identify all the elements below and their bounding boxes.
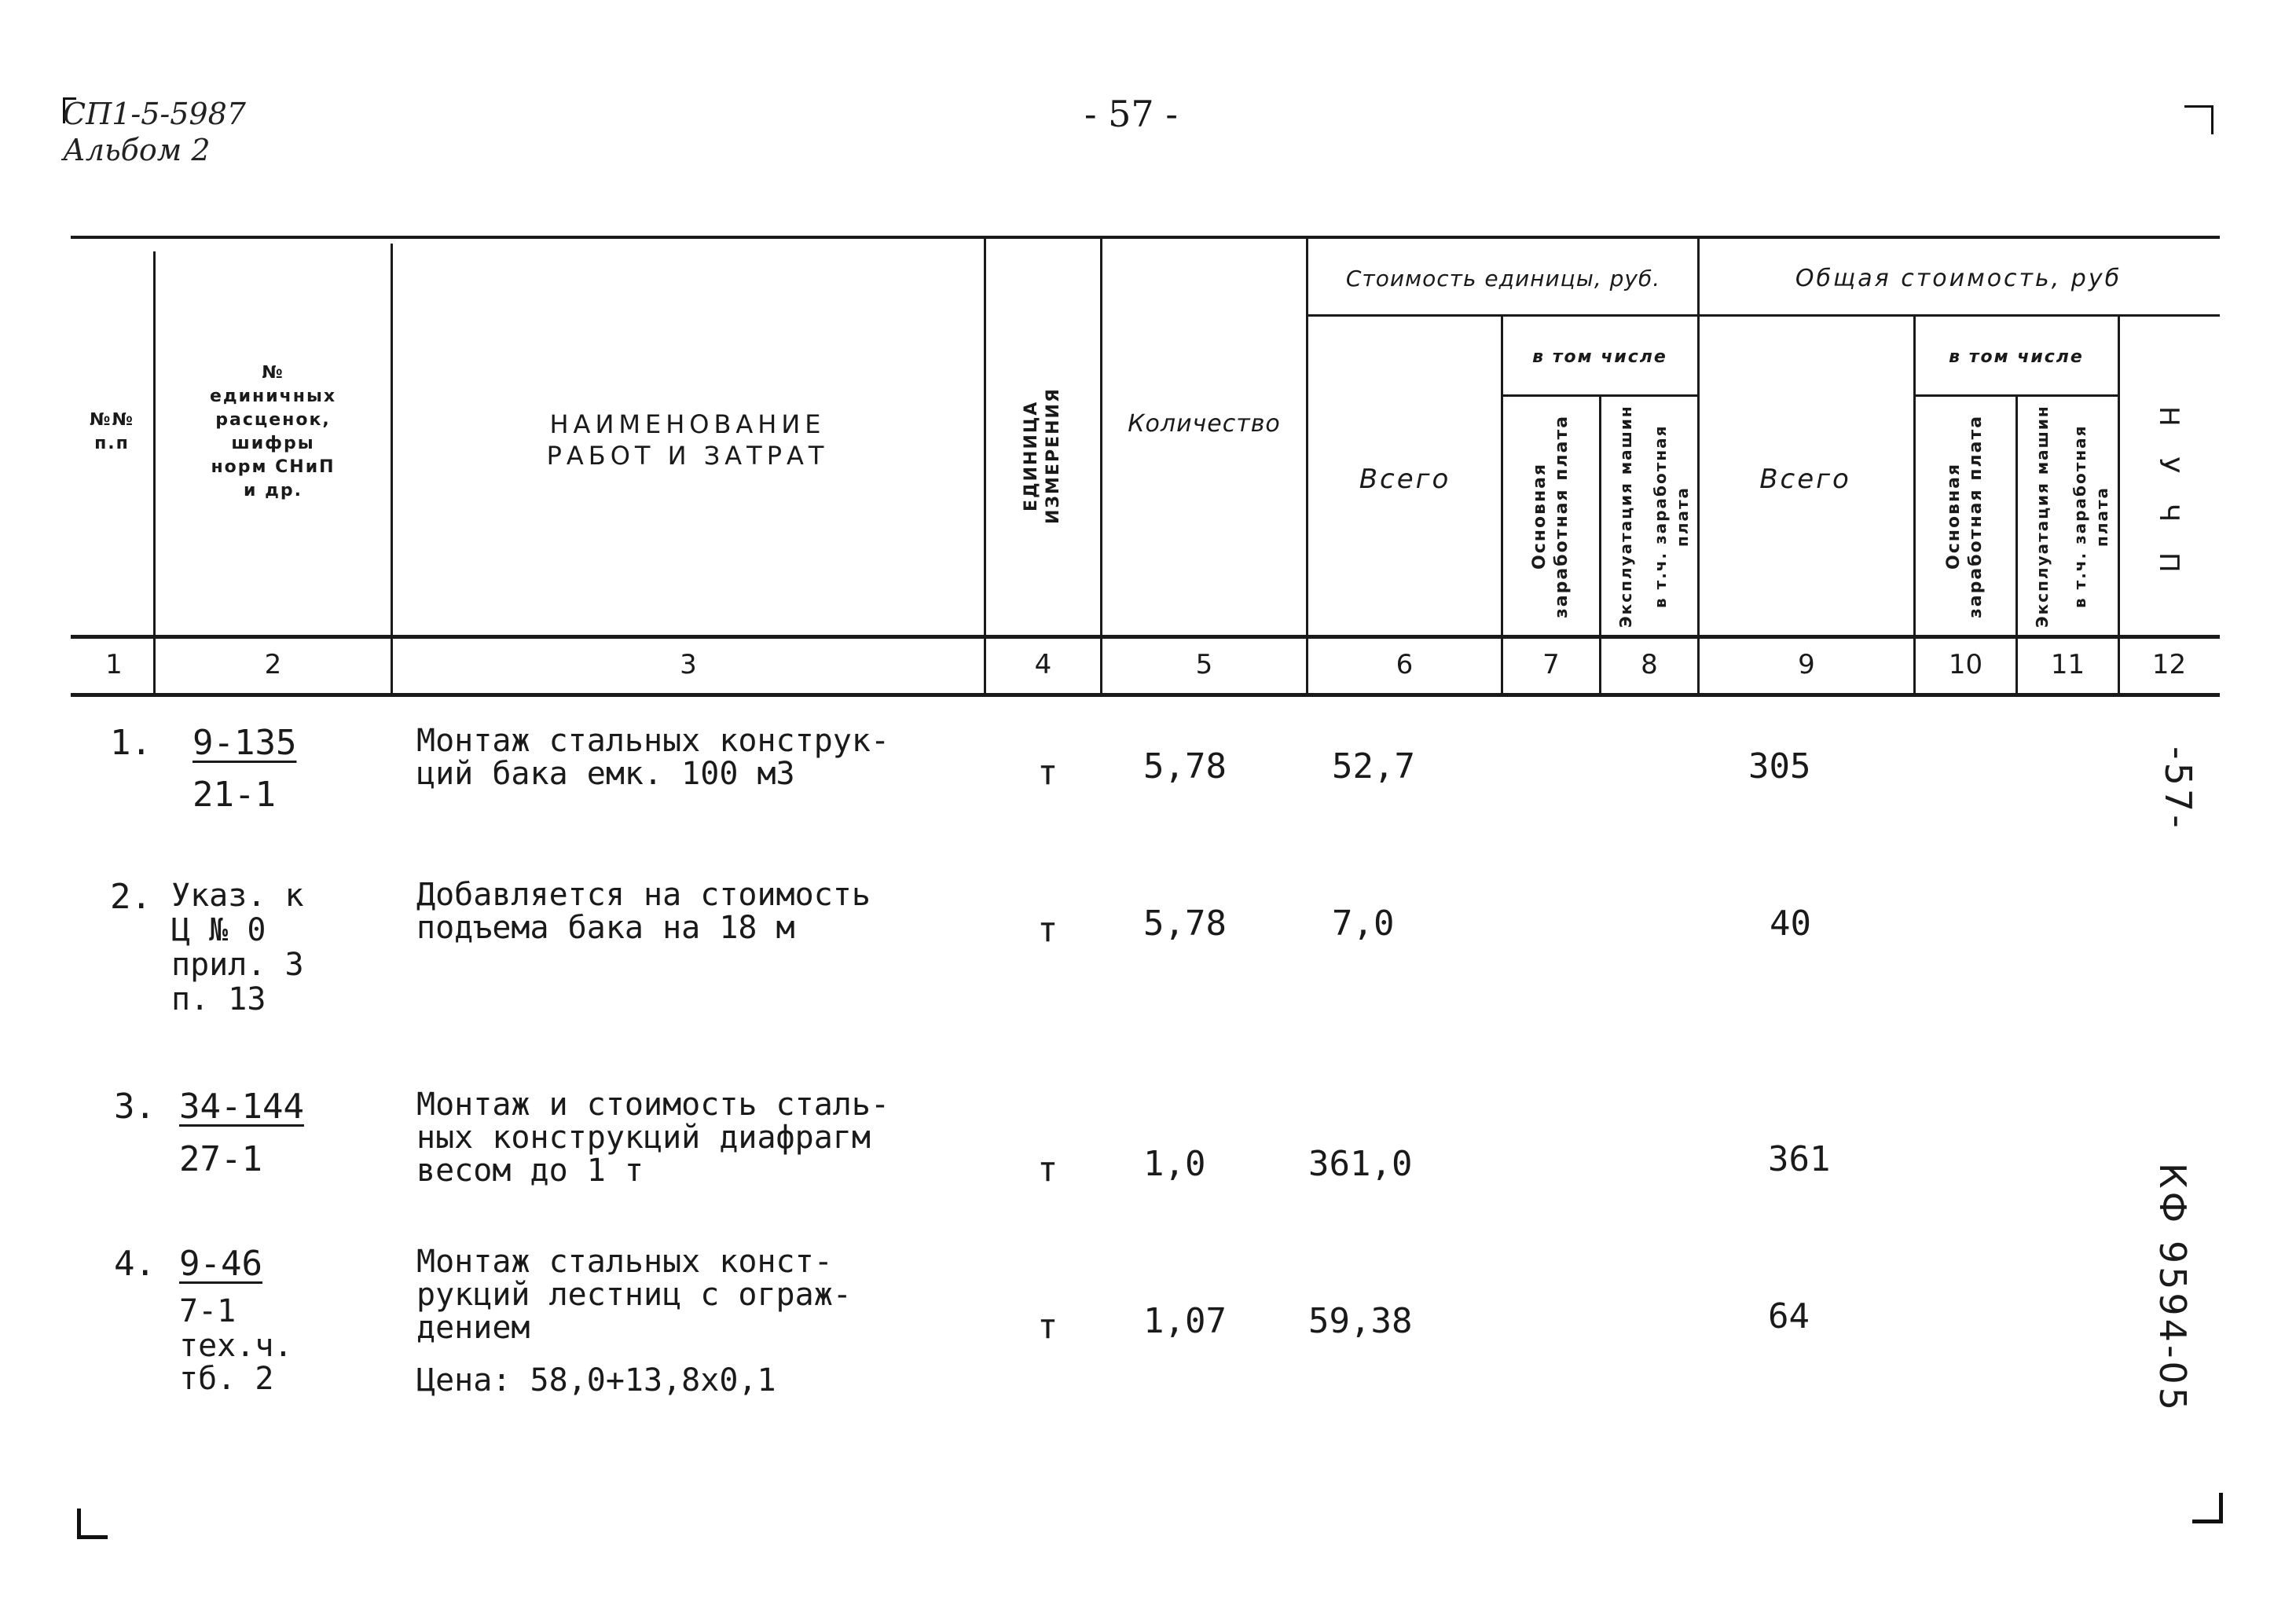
unit-total-value: 52,7 — [1332, 746, 1415, 786]
col-divider-4 — [1100, 236, 1102, 695]
page-number: - 57 - — [1084, 93, 1178, 135]
header-machine-wage-2: в т.ч. заработная плата — [2070, 424, 2111, 608]
header-total: Всего — [1759, 464, 1851, 495]
corner-mark-top-right — [2184, 105, 2213, 134]
side-page-mark: -57- — [2157, 746, 2199, 831]
header-incl: в том числе — [1532, 347, 1667, 367]
quantity-value: 5,78 — [1143, 746, 1227, 786]
work-description: Добавляется на стоимость подъема бака на 18 м — [416, 877, 871, 946]
col-divider-9 — [1913, 314, 1916, 695]
total-value: 64 — [1768, 1296, 1810, 1336]
header-base-wage: Основная заработная плата — [1530, 414, 1572, 618]
header-unit-cost-group: Стоимость единицы, руб. — [1345, 266, 1661, 291]
column-number: 11 — [2050, 649, 2085, 680]
rate-code-bottom: 27-1 — [179, 1139, 262, 1179]
header-quantity: Количество — [1128, 410, 1281, 438]
unit-total-value: 361,0 — [1308, 1144, 1413, 1184]
rate-code-bottom: 21-1 — [193, 775, 276, 815]
quantity-value: 5,78 — [1143, 904, 1227, 944]
album-label: Альбом 2 — [63, 133, 211, 167]
header-unit: ЕДИНИЦА ИЗМЕРЕНИЯ — [1021, 387, 1063, 524]
work-description: Монтаж стальных конструк- ций бака емк. 100 м3 — [416, 723, 890, 792]
column-numbers-border — [71, 693, 2220, 697]
col-divider-6 — [1501, 314, 1503, 695]
header-machine-wage: в т.ч. заработная плата — [1651, 424, 1692, 608]
column-number: 1 — [105, 649, 123, 680]
quantity-value: 1,07 — [1143, 1301, 1227, 1341]
header-incl-2: в том числе — [1949, 347, 2084, 367]
header-base-wage-2: Основная заработная плата — [1944, 414, 1986, 618]
header-unit-total: Всего — [1359, 464, 1451, 495]
column-number: 9 — [1798, 649, 1815, 680]
price-note: Цена: 58,0+13,8х0,1 — [416, 1362, 776, 1399]
rate-code-top: 9-46 — [179, 1244, 262, 1284]
document-reference — [63, 96, 246, 168]
col-divider-3 — [984, 236, 986, 695]
column-number: 2 — [264, 649, 282, 680]
col-divider-11 — [2118, 314, 2120, 695]
quantity-value: 1,0 — [1143, 1144, 1206, 1184]
total-value: 361 — [1768, 1139, 1831, 1179]
rate-code-bottom: 7-1 — [179, 1293, 237, 1329]
header-total-cost-group: Общая стоимость, руб — [1795, 265, 2122, 292]
total-value: 305 — [1748, 746, 1811, 786]
header-overhead: Н У Ч П — [2153, 406, 2184, 584]
column-number: 7 — [1542, 649, 1560, 680]
cost-group-divider — [1308, 314, 2220, 317]
table-top-border — [71, 236, 2220, 239]
corner-mark-bottom-right — [2192, 1493, 2223, 1523]
row-number: 1. — [110, 723, 152, 763]
corner-mark-bottom-left — [77, 1509, 108, 1539]
rate-code-extra: тех.ч. тб. 2 — [179, 1328, 293, 1397]
col-divider-1 — [153, 251, 156, 695]
col-divider-2 — [391, 244, 393, 695]
work-description: Монтаж стальных конст- рукций лестниц с ограж- дением — [416, 1244, 852, 1346]
header-machine-ops-2: Эксплуатация машин — [2033, 405, 2052, 628]
column-number: 4 — [1034, 649, 1052, 680]
col-divider-5 — [1306, 236, 1308, 695]
header-bottom-border — [71, 635, 2220, 639]
unit-value: т — [1037, 910, 1058, 950]
column-number: 5 — [1195, 649, 1213, 680]
unit-value: т — [1037, 1307, 1058, 1347]
row-number: 4. — [114, 1244, 156, 1284]
column-number: 8 — [1641, 649, 1658, 680]
header-name: НАИМЕНОВАНИЕ РАБОТ И ЗАТРАТ — [546, 409, 829, 471]
unit-value: т — [1037, 1149, 1058, 1190]
header-num: №№ п.п — [90, 410, 134, 453]
column-number: 12 — [2151, 649, 2187, 680]
column-number: 10 — [1948, 649, 1983, 680]
col-divider-8 — [1697, 236, 1700, 695]
rate-code-top: 9-135 — [193, 723, 297, 763]
doc-ref-code: СП1-5-5987 — [63, 97, 246, 131]
side-document-code: КФ 9594-05 — [2151, 1163, 2194, 1414]
work-description: Монтаж и стоимость сталь- ных конструкций диафрагм весом до 1 т — [416, 1087, 890, 1189]
unit-total-value: 59,38 — [1308, 1301, 1413, 1341]
header-code: № единичных расценок, шифры норм СНиП и др. — [209, 363, 337, 500]
header-machine-ops: Эксплуатация машин — [1616, 405, 1635, 628]
row-number: 2. — [110, 877, 152, 917]
total-value: 40 — [1770, 904, 1811, 944]
rate-code-top: Указ. к Ц № 0 прил. 3 п. 13 — [171, 878, 304, 1017]
column-number: 3 — [680, 649, 697, 680]
unit-value: т — [1037, 753, 1058, 793]
row-number: 3. — [114, 1087, 156, 1127]
column-number: 6 — [1396, 649, 1414, 680]
unit-total-value: 7,0 — [1332, 904, 1395, 944]
rate-code-top: 34-144 — [179, 1087, 304, 1127]
